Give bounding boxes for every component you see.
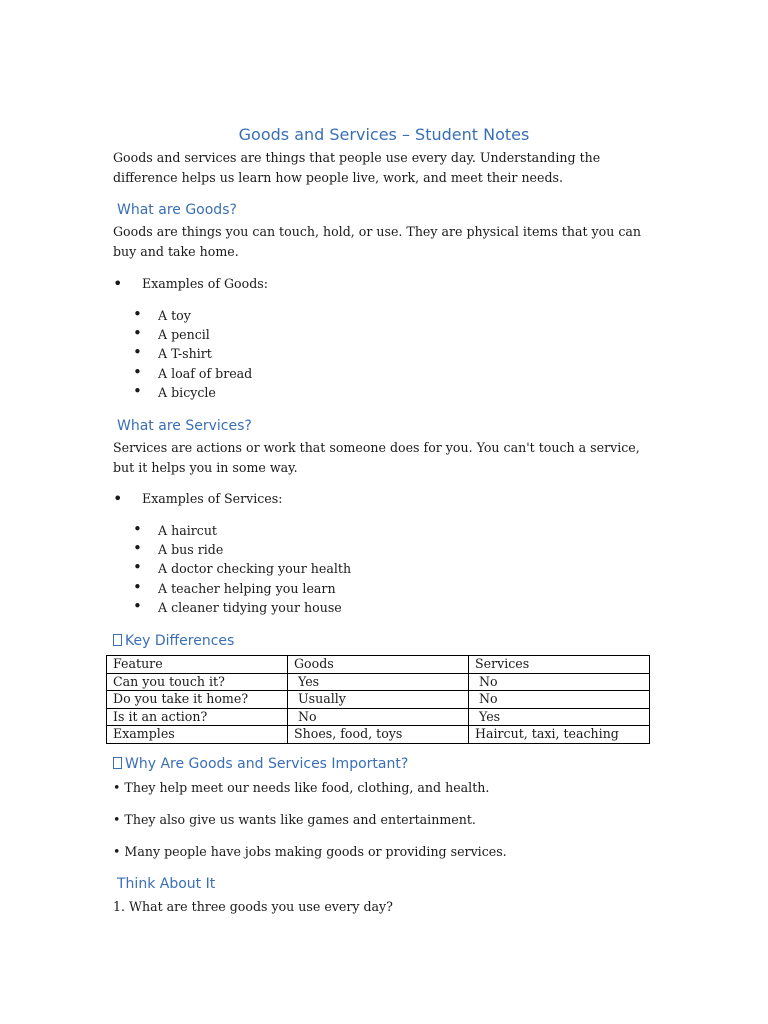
missing-glyph-icon xyxy=(113,634,122,646)
bullet-icon: • xyxy=(133,596,142,615)
table-header-row xyxy=(107,656,650,674)
table-cell: Haircut, taxi, teaching xyxy=(469,726,650,744)
bullet-icon: • xyxy=(133,539,142,558)
bullet-icon: • xyxy=(133,305,142,323)
think-question: 1. What are three goods you use every day? xyxy=(113,899,393,914)
table-cell: Is it an action? xyxy=(107,708,288,726)
bullet-icon: • xyxy=(113,489,123,508)
page-title: Goods and Services – Student Notes xyxy=(238,125,530,144)
table-cell: Usually xyxy=(288,691,469,709)
table-header-cell: Goods xyxy=(288,656,469,674)
goods-examples-label: Examples of Goods: xyxy=(142,276,268,291)
bullet-icon: • xyxy=(133,558,142,577)
table-header-cell: Feature xyxy=(107,656,288,674)
table-cell: Yes xyxy=(469,708,650,726)
table-cell: No xyxy=(469,691,650,709)
bullet-icon: • xyxy=(113,274,123,293)
differences-table xyxy=(106,655,650,744)
services-heading: What are Services? xyxy=(117,418,252,434)
bullet-icon: • xyxy=(133,343,142,362)
services-examples-label: Examples of Services: xyxy=(142,491,283,506)
bullet-icon: • xyxy=(133,577,142,596)
missing-glyph-icon xyxy=(113,757,122,769)
goods-paragraph: Goods are things you can touch, hold, or use. They are physical items that you can buy and take home. xyxy=(113,224,642,259)
importance-heading: Why Are Goods and Services Important? xyxy=(125,756,409,772)
differences-heading: Key Differences xyxy=(125,633,235,649)
table-cell: Yes xyxy=(288,673,469,691)
importance-point: • They help meet our needs like food, clothing, and health. xyxy=(113,780,490,795)
table-row xyxy=(107,708,650,726)
bullet-icon: • xyxy=(133,381,142,400)
importance-point: • Many people have jobs making goods or providing services. xyxy=(113,844,507,859)
table-cell: Examples xyxy=(107,726,288,744)
intro-paragraph: Goods and services are things that people use every day. Understanding the difference helps us learn how people live, work, and meet their needs. xyxy=(113,150,601,185)
table-header-cell: Services xyxy=(469,656,650,674)
importance-point: • They also give us wants like games and entertainment. xyxy=(113,812,476,827)
document-page: Goods and Services – Student Notes Goods and services are things that people use every day. Understanding the difference helps us learn how people live, work, and meet their needs. What are Goods? Goods are things you can touch, hold, or use. They are physical items that you can buy and take home. • Examples of Goods: • A toy • A pencil • A T-shirt • A loaf of bread • A bicycle What are Services? Services are actions or work that someone does for you. You can't touch a service, but it helps you in some way. • Examples of Services: • A haircut • A bus ride • A doctor checking your health • A teacher helping you learn • A cleaner tidying your house Key Differences Feature Goods Services Can you touch it? Yes No Do you take it home? Usually No Is it an action? No Yes Examples Shoes, food, toys Haircut, taxi, teaching Why Are Goods and Services Important? • They help meet our needs like food, clothing, and health. • They also give us wants like games and entertainment. • Many people have jobs making goods or providing services. Think About It 1. What are three goods you use every day? xyxy=(0,0,768,1024)
table-cell: Can you touch it? xyxy=(107,673,288,691)
table-row xyxy=(107,726,650,744)
differences-heading-row xyxy=(113,633,234,649)
think-heading: Think About It xyxy=(117,876,216,892)
table-row xyxy=(107,691,650,709)
services-paragraph: Services are actions or work that someone does for you. You can't touch a service, but it helps you in some way. xyxy=(113,440,640,475)
table-cell: Do you take it home? xyxy=(107,691,288,709)
bullet-icon: • xyxy=(133,362,142,381)
importance-heading-row xyxy=(113,756,408,772)
table-row xyxy=(107,673,650,691)
table-cell: No xyxy=(469,673,650,691)
table-cell: Shoes, food, toys xyxy=(288,726,469,744)
bullet-icon: • xyxy=(133,520,142,538)
table-cell: No xyxy=(288,708,469,726)
bullet-icon: • xyxy=(133,324,142,343)
goods-heading: What are Goods? xyxy=(117,202,237,218)
